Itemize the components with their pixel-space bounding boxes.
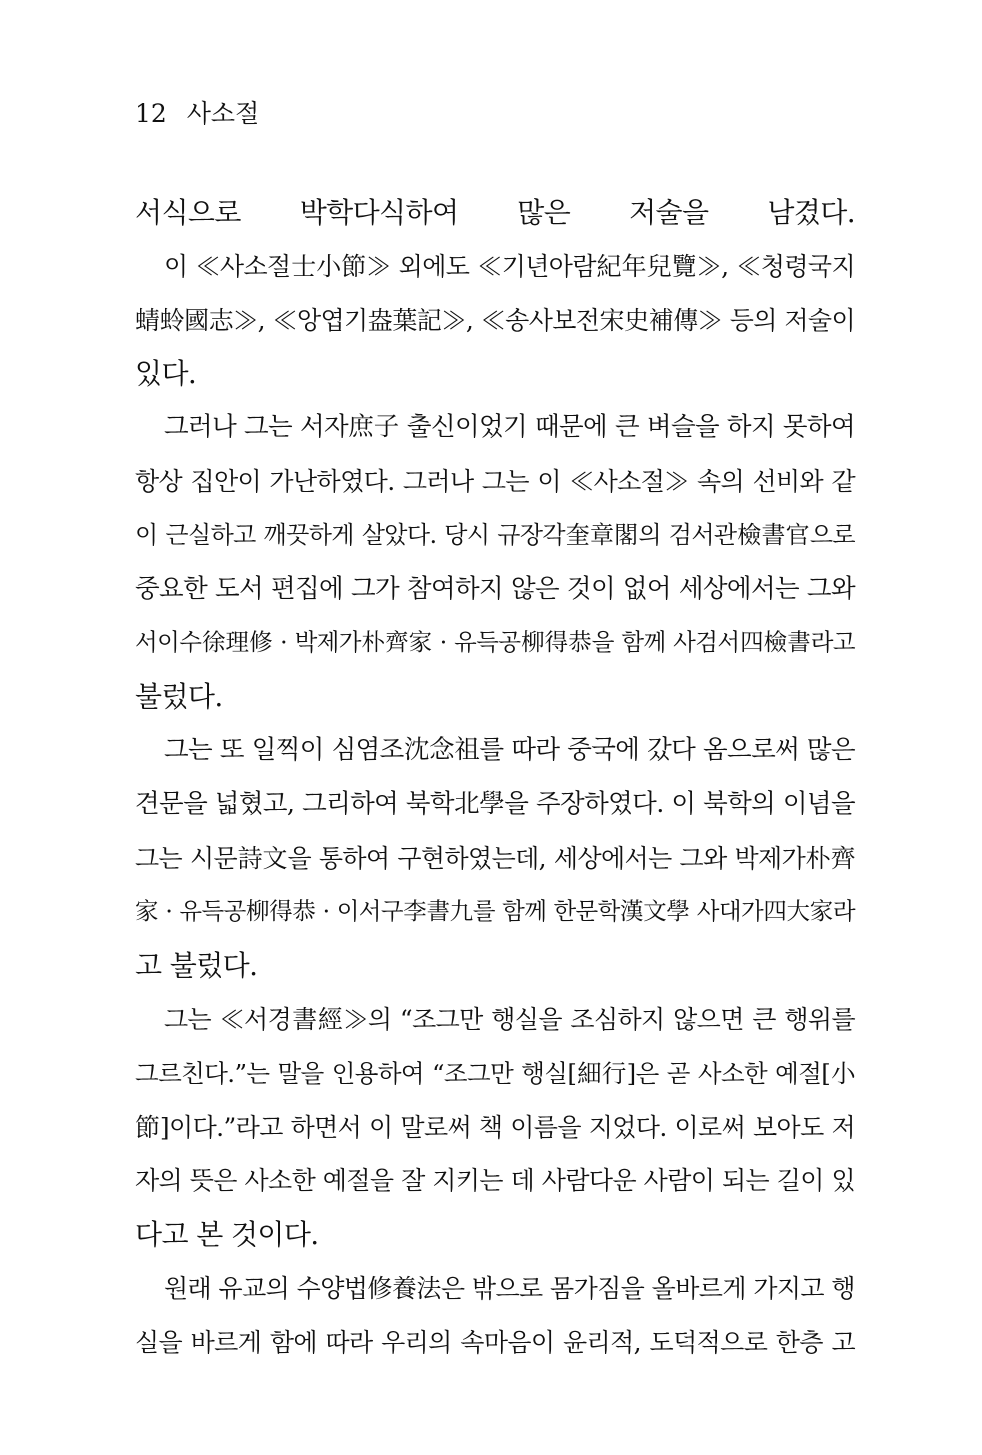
text-line: 서식으로 박학다식하여 많은 저술을 남겼다.: [135, 196, 855, 229]
running-head: [135, 98, 259, 130]
text-line: 그러나 그는 서자庶子 출신이었기 때문에 큰 벼슬을 하지 못하여: [164, 412, 855, 443]
text-line: 고 불렀다.: [135, 949, 258, 983]
text-line: 節]이다.”라고 하면서 이 말로써 책 이름을 지었다. 이로써 보아도 저: [135, 1112, 855, 1142]
text-line: 이 근실하고 깨끗하게 살았다. 당시 규장각奎章閣의 검서관檢書官으로: [135, 520, 855, 549]
running-title: 사소절: [186, 99, 260, 128]
text-line: 중요한 도서 편집에 그가 참여하지 않은 것이 없어 세상에서는 그와: [135, 573, 855, 604]
text-line: 실을 바르게 함에 따라 우리의 속마음이 윤리적, 도덕적으로 한층 고: [135, 1327, 855, 1357]
text-line: 蜻蛉國志≫, ≪앙엽기盎葉記≫, ≪송사보전宋史補傳≫ 등의 저술이: [135, 305, 855, 335]
text-line: 그는 ≪서경書經≫의 “조그만 행실을 조심하지 않으면 큰 행위를: [164, 1004, 855, 1034]
text-line: 그는 시문詩文을 통하여 구현하였는데, 세상에서는 그와 박제가朴齊: [135, 843, 855, 873]
text-line: 견문을 넓혔고, 그리하여 북학北學을 주장하였다. 이 북학의 이념을: [135, 788, 855, 819]
body-text: [135, 186, 855, 1370]
text-line: 서이수徐理修 · 박제가朴齊家 · 유득공柳得恭을 함께 사검서四檢書라고: [135, 628, 855, 657]
text-line: 이 ≪사소절士小節≫ 외에도 ≪기년아람紀年兒覽≫, ≪청령국지: [164, 251, 855, 281]
text-line: 항상 집안이 가난하였다. 그러나 그는 이 ≪사소절≫ 속의 선비와 같: [135, 466, 855, 496]
page-number: 12: [135, 99, 167, 128]
text-line: 다고 본 것이다.: [135, 1218, 319, 1252]
text-line: 家 · 유득공柳得恭 · 이서구李書九를 함께 한문학漢文學 사대가四大家라: [135, 897, 855, 926]
text-line: 자의 뜻은 사소한 예절을 잘 지키는 데 사람다운 사람이 되는 길이 있: [135, 1166, 855, 1196]
text-line: 원래 유교의 수양법修養法은 밖으로 몸가짐을 올바르게 가지고 행: [164, 1273, 855, 1303]
text-line: 그르친다.”는 말을 인용하여 “조그만 행실[細行]은 곧 사소한 예절[小: [135, 1058, 855, 1088]
text-line: 불렀다.: [135, 680, 223, 714]
text-line: 그는 또 일찍이 심염조沈念祖를 따라 중국에 갔다 옴으로써 많은: [164, 734, 855, 765]
text-line: 있다.: [135, 357, 197, 391]
